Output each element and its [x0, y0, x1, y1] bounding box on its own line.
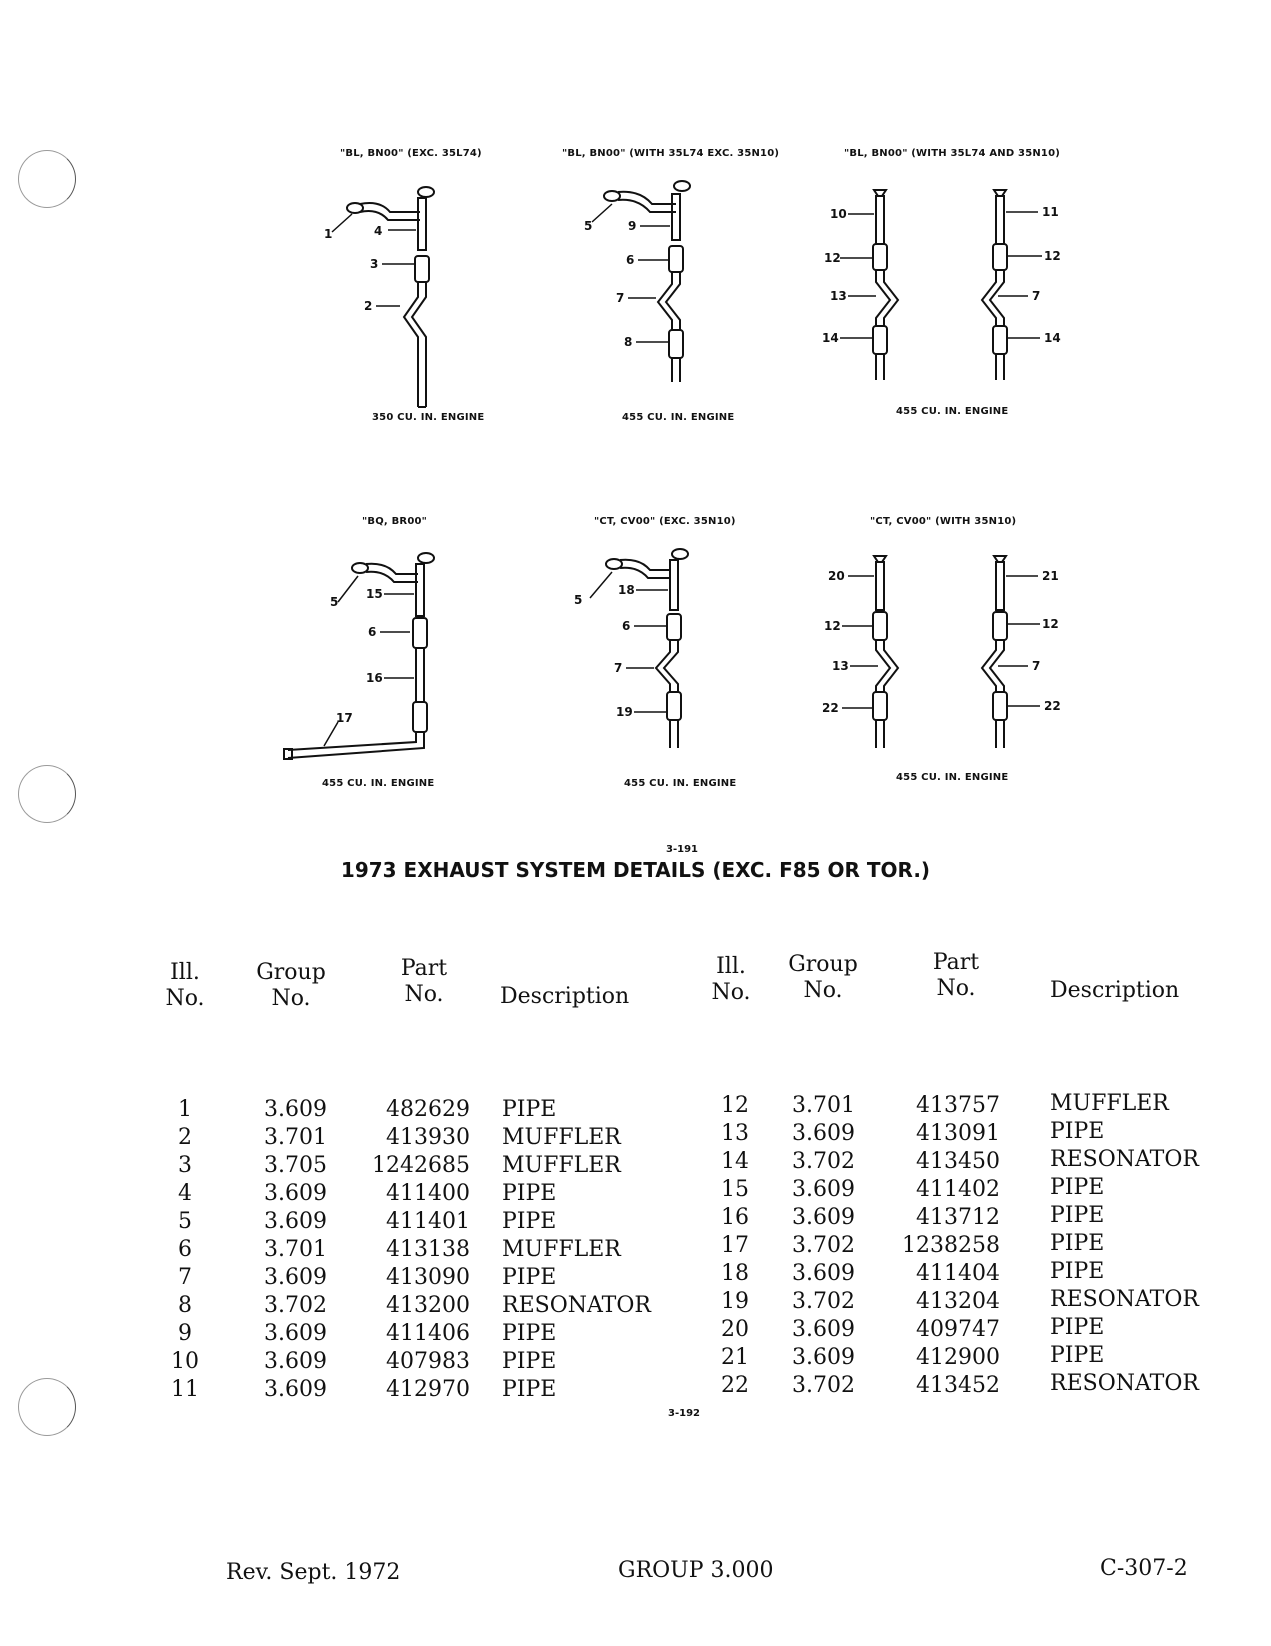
exhaust-drawing [300, 172, 560, 432]
diagram-caption: "CT, CV00" (EXC. 35N10) [594, 516, 736, 527]
figure-number: 3-191 [666, 844, 698, 855]
table-cell: 409747 [916, 1317, 1000, 1342]
table-cell: MUFFLER [1050, 1091, 1169, 1116]
table-cell: PIPE [502, 1349, 557, 1374]
callout-label: 6 [626, 253, 635, 267]
table-cell: 413450 [916, 1149, 1000, 1174]
table-cell: 3.609 [264, 1181, 327, 1206]
table-header-description: Description [1050, 978, 1180, 1003]
callout-label: 21 [1042, 569, 1059, 583]
table-cell: PIPE [502, 1265, 557, 1290]
exhaust-drawing [560, 172, 820, 432]
table-cell: 13 [721, 1121, 749, 1146]
table-cell: 3 [178, 1153, 192, 1178]
table-cell: MUFFLER [502, 1125, 621, 1150]
callout-label: 12 [824, 251, 841, 265]
table-cell: 3.702 [792, 1373, 855, 1398]
table-cell: 3.701 [792, 1093, 855, 1118]
table-cell: 3.609 [264, 1349, 327, 1374]
table-header-part-no: Part No. [400, 956, 448, 1007]
table-cell: 482629 [386, 1097, 470, 1122]
table-cell: 413090 [386, 1265, 470, 1290]
table-cell: 413200 [386, 1293, 470, 1318]
table-cell: 411400 [386, 1181, 470, 1206]
table-cell: PIPE [1050, 1231, 1105, 1256]
table-cell: 411404 [916, 1261, 1000, 1286]
table-cell: 413757 [916, 1093, 1000, 1118]
table-cell: 413930 [386, 1125, 470, 1150]
punch-hole-bottom [18, 1378, 76, 1436]
exhaust-diagram-6 [820, 516, 1100, 816]
callout-label: 9 [628, 219, 637, 233]
exhaust-drawing [280, 536, 480, 786]
callout-label: 22 [1044, 699, 1061, 713]
table-cell: 16 [721, 1205, 749, 1230]
table-cell: 6 [178, 1237, 192, 1262]
callout-label: 18 [618, 583, 635, 597]
callout-label: 11 [1042, 205, 1059, 219]
table-cell: 2 [178, 1125, 192, 1150]
punch-hole-middle [18, 765, 76, 823]
table-cell: 9 [178, 1321, 192, 1346]
engine-caption: 455 CU. IN. ENGINE [896, 772, 1009, 783]
table-cell: 3.609 [792, 1177, 855, 1202]
callout-label: 6 [622, 619, 631, 633]
table-cell: PIPE [502, 1321, 557, 1346]
table-cell: 411401 [386, 1209, 470, 1234]
callout-label: 19 [616, 705, 633, 719]
diagram-caption: "BL, BN00" (WITH 35L74 EXC. 35N10) [562, 148, 780, 159]
table-header-ill-no: Ill. No. [711, 954, 751, 1005]
table-header-part-no: Part No. [932, 950, 980, 1001]
table-cell: PIPE [1050, 1175, 1105, 1200]
callout-label: 7 [616, 291, 625, 305]
table-cell: PIPE [1050, 1203, 1105, 1228]
exhaust-drawing [820, 172, 1100, 432]
table-cell: PIPE [1050, 1119, 1105, 1144]
callout-label: 12 [824, 619, 841, 633]
diagram-caption: "BL, BN00" (WITH 35L74 AND 35N10) [844, 148, 1061, 159]
engine-caption: 455 CU. IN. ENGINE [622, 412, 735, 423]
table-cell: 3.609 [264, 1265, 327, 1290]
callout-label: 6 [368, 625, 377, 639]
table-cell: 1242685 [372, 1153, 470, 1178]
table-cell: 21 [721, 1345, 749, 1370]
table-cell: PIPE [1050, 1343, 1105, 1368]
table-cell: 3.609 [792, 1317, 855, 1342]
table-cell: 3.609 [792, 1121, 855, 1146]
table-cell: 1 [178, 1097, 192, 1122]
table-cell: 18 [721, 1261, 749, 1286]
table-cell: RESONATOR [1050, 1287, 1199, 1312]
table-cell: 407983 [386, 1349, 470, 1374]
exhaust-diagram-5 [570, 516, 770, 816]
table-cell: 412970 [386, 1377, 470, 1402]
table-cell: PIPE [502, 1209, 557, 1234]
table-cell: PIPE [1050, 1259, 1105, 1284]
table-cell: 413452 [916, 1373, 1000, 1398]
table-header-ill-no: Ill. No. [165, 960, 205, 1011]
callout-label: 7 [614, 661, 623, 675]
page-code: C-307-2 [1100, 1556, 1188, 1581]
table-cell: 3.701 [264, 1125, 327, 1150]
table-cell: 22 [721, 1373, 749, 1398]
table-cell: 1238258 [902, 1233, 1000, 1258]
callout-label: 22 [822, 701, 839, 715]
diagram-caption: "CT, CV00" (WITH 35N10) [870, 516, 1017, 527]
table-cell: 411406 [386, 1321, 470, 1346]
table-cell: RESONATOR [1050, 1147, 1199, 1172]
exhaust-diagram-3 [820, 148, 1100, 448]
table-cell: 5 [178, 1209, 192, 1234]
callout-label: 16 [366, 671, 383, 685]
callout-label: 20 [828, 569, 845, 583]
table-cell: 413091 [916, 1121, 1000, 1146]
callout-label: 12 [1044, 249, 1061, 263]
table-cell: 15 [721, 1177, 749, 1202]
callout-label: 15 [366, 587, 383, 601]
callout-label: 10 [830, 207, 847, 221]
table-cell: 3.702 [264, 1293, 327, 1318]
table-cell: RESONATOR [502, 1293, 651, 1318]
table-cell: 3.702 [792, 1149, 855, 1174]
table-cell: 3.702 [792, 1233, 855, 1258]
table-cell: 11 [171, 1377, 199, 1402]
table-cell: MUFFLER [502, 1153, 621, 1178]
exhaust-drawing [570, 536, 770, 786]
table-cell: 3.609 [264, 1321, 327, 1346]
callout-label: 17 [336, 711, 353, 725]
table-cell: 14 [721, 1149, 749, 1174]
table-cell: 3.609 [792, 1205, 855, 1230]
callout-label: 7 [1032, 659, 1041, 673]
diagram-caption: "BL, BN00" (EXC. 35L74) [340, 148, 482, 159]
engine-caption: 350 CU. IN. ENGINE [372, 412, 485, 423]
punch-hole-top [18, 150, 76, 208]
table-cell: PIPE [1050, 1315, 1105, 1340]
callout-label: 1 [324, 227, 333, 241]
table-cell: RESONATOR [1050, 1371, 1199, 1396]
callout-label: 13 [830, 289, 847, 303]
table-cell: 8 [178, 1293, 192, 1318]
callout-label: 14 [822, 331, 839, 345]
table-cell: 3.705 [264, 1153, 327, 1178]
table-cell: 413204 [916, 1289, 1000, 1314]
group-label: GROUP 3.000 [618, 1558, 774, 1583]
table-cell: 413138 [386, 1237, 470, 1262]
callout-label: 14 [1044, 331, 1061, 345]
revision-date: Rev. Sept. 1972 [226, 1560, 401, 1585]
table-cell: 3.701 [264, 1237, 327, 1262]
table-cell: 7 [178, 1265, 192, 1290]
exhaust-drawing [820, 536, 1100, 786]
diagram-caption: "BQ, BR00" [362, 516, 428, 527]
table-cell: MUFFLER [502, 1237, 621, 1262]
exhaust-diagram-2 [560, 148, 820, 448]
engine-caption: 455 CU. IN. ENGINE [624, 778, 737, 789]
engine-caption: 455 CU. IN. ENGINE [896, 406, 1009, 417]
table-cell: 20 [721, 1317, 749, 1342]
callout-label: 5 [330, 595, 339, 609]
callout-label: 5 [584, 219, 593, 233]
table-cell: 411402 [916, 1177, 1000, 1202]
table-cell: 10 [171, 1349, 199, 1374]
callout-label: 4 [374, 224, 383, 238]
table-number: 3-192 [668, 1408, 700, 1419]
callout-label: 5 [574, 593, 583, 607]
table-cell: 3.609 [264, 1209, 327, 1234]
table-cell: 3.609 [264, 1377, 327, 1402]
table-cell: PIPE [502, 1181, 557, 1206]
exhaust-diagram-4 [280, 516, 480, 816]
callout-label: 12 [1042, 617, 1059, 631]
callout-label: 2 [364, 299, 373, 313]
table-header-group-no: Group No. [256, 960, 326, 1011]
table-cell: 3.609 [264, 1097, 327, 1122]
table-cell: 3.609 [792, 1261, 855, 1286]
table-header-group-no: Group No. [788, 952, 858, 1003]
callout-label: 7 [1032, 289, 1041, 303]
engine-caption: 455 CU. IN. ENGINE [322, 778, 435, 789]
callout-label: 13 [832, 659, 849, 673]
callout-label: 8 [624, 335, 633, 349]
figure-title: 1973 EXHAUST SYSTEM DETAILS (EXC. F85 OR TOR.) [340, 858, 931, 882]
callout-label: 3 [370, 257, 379, 271]
table-cell: 413712 [916, 1205, 1000, 1230]
table-cell: PIPE [502, 1097, 557, 1122]
table-header-description: Description [500, 984, 630, 1009]
exhaust-diagram-1 [300, 148, 560, 448]
table-cell: 3.609 [792, 1345, 855, 1370]
table-cell: 4 [178, 1181, 192, 1206]
table-cell: 17 [721, 1233, 749, 1258]
table-cell: 412900 [916, 1345, 1000, 1370]
table-cell: 19 [721, 1289, 749, 1314]
table-cell: 3.702 [792, 1289, 855, 1314]
table-cell: 12 [721, 1093, 749, 1118]
table-cell: PIPE [502, 1377, 557, 1402]
